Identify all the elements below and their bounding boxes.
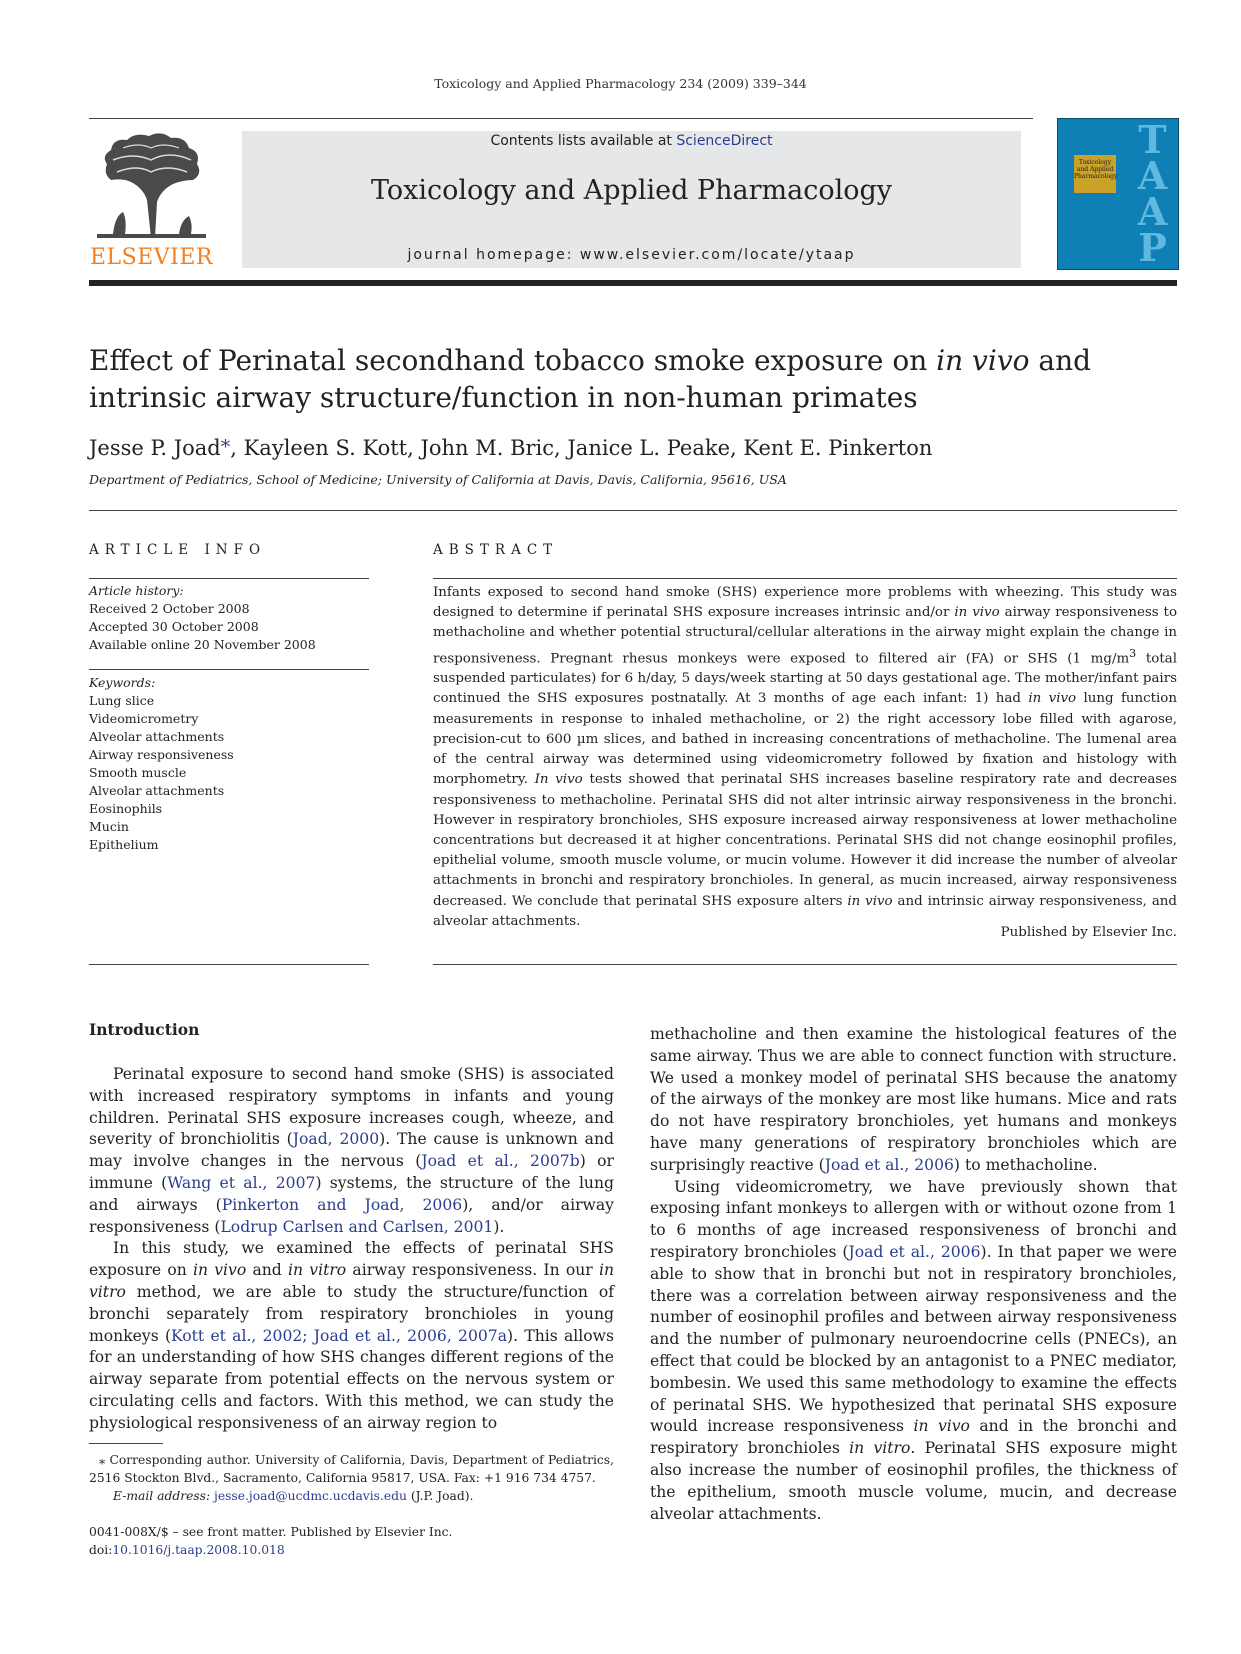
journal-cover-thumbnail[interactable] <box>1057 118 1179 270</box>
keyword: Lung slice <box>89 693 155 708</box>
body-italic: in vivo <box>193 1261 247 1280</box>
title-italic: in vivo <box>936 344 1030 377</box>
keyword: Smooth muscle <box>89 765 187 780</box>
abstract-text: total suspended particulates) for 6 h/day, 5 days/week starting at 50 days gestational age. The mother/infant pairs continued the SHS exposures postnatally. At 3 months of age each infant: 1) had <box>433 651 1177 707</box>
body-italic: in vitro <box>849 1439 911 1458</box>
keywords-label: Keywords: <box>89 675 156 690</box>
title-part: Effect of Perinatal secondhand tobacco smoke exposure on <box>89 344 937 377</box>
footnote-text: Corresponding author. University of California, Davis, Department of Pediatrics, 2516 Stockton Blvd., Sacramento, California 95817, USA. Fax: +1 916 734 4757. <box>89 1453 614 1485</box>
article-history <box>89 582 369 654</box>
published-by: Published by Elsevier Inc. <box>1000 925 1177 940</box>
email-suffix: (J.P. Joad). <box>406 1489 474 1503</box>
cover-letter: A <box>1137 189 1168 234</box>
doi-line <box>89 1541 614 1559</box>
footnote-email-line <box>89 1487 614 1505</box>
abstract-heading: ABSTRACT <box>433 542 559 558</box>
section-rule <box>89 669 369 670</box>
history-item: Received 2 October 2008 <box>89 601 250 616</box>
abstract-text: and intrinsic airway responsiveness, and alveolar attachments. <box>433 893 1178 929</box>
cover-letter: P <box>1138 225 1167 270</box>
corresponding-author-footnote <box>89 1451 614 1505</box>
section-rule <box>89 964 369 965</box>
journal-name[interactable]: Toxicology and Applied Pharmacology <box>370 175 892 206</box>
keywords <box>89 674 369 854</box>
article-title <box>89 342 1177 416</box>
keyword: Videomicrometry <box>89 711 199 726</box>
citation-link[interactable]: Lodrup Carlsen and Carlsen, 2001 <box>220 1217 494 1236</box>
elsevier-wordmark: ELSEVIER <box>89 245 213 270</box>
body-text: ), and/or airway responsiveness ( <box>89 1195 614 1236</box>
body-text: airway responsiveness. In our <box>346 1261 599 1280</box>
body-text: ) or immune ( <box>89 1152 614 1192</box>
front-matter <box>89 1523 614 1559</box>
body-text: ) systems, the structure of the lung and airways ( <box>89 1173 614 1214</box>
body-text: . Perinatal SHS exposure might also increase the number of eosinophil profiles, the thickness of the epithelium, smooth muscle volume, mucin, and decrease alveolar attachments. <box>650 1439 1177 1523</box>
abstract-text: lung function measurements in response to inhaled methacholine, or 2) the right accessory lobe filled with agarose, precision-cut to 600 µm slices, and bathed in increasing concentrations of methacholine. The lumenal area of the central airway was determined using videomicrometry followed by fixation and histology with morphometry. <box>433 691 1177 788</box>
body-text: Perinatal exposure to second hand smoke (SHS) is associated with increased respiratory symptoms in infants and young children. Perinatal SHS exposure increases cough, wheeze, and severity of bronchiolitis ( <box>89 1065 614 1149</box>
elsevier-logo[interactable] <box>89 130 214 270</box>
section-rule <box>433 578 1177 579</box>
citation-link[interactable]: Joad et al., 2006 <box>824 1155 954 1174</box>
author-names: , Kayleen S. Kott, John M. Bric, Janice L. Peake, Kent E. Pinkerton <box>230 436 933 460</box>
citation-link[interactable]: Wang et al., 2007 <box>167 1173 316 1192</box>
article-info-heading: ARTICLE INFO <box>89 542 267 558</box>
body-italic: in vivo <box>913 1417 970 1436</box>
header-rule <box>89 118 1033 119</box>
title-part: and intrinsic airway structure/function in non-human primates <box>89 344 1092 414</box>
body-italic: in vitro <box>288 1261 347 1280</box>
body-text: and in the bronchi and respiratory bronchioles <box>650 1417 1177 1458</box>
abstract-italic: in vivo <box>954 605 1000 621</box>
keyword: Mucin <box>89 819 129 834</box>
contents-line <box>242 133 1021 149</box>
section-rule <box>433 964 1177 965</box>
email-label: E-mail address: <box>113 1489 215 1503</box>
body-text: Using videomicrometry, we have previously shown that exposing infant monkeys to allergen with or without ozone from 1 to 6 months of age increased responsiveness of bronchi and respiratory bronchioles ( <box>650 1177 1177 1261</box>
introduction-heading: Introduction <box>89 1020 200 1039</box>
running-head: Toxicology and Applied Pharmacology 234 (2009) 339–344 <box>434 76 807 91</box>
history-item: Accepted 30 October 2008 <box>89 619 259 634</box>
contents-prefix: Contents lists available at <box>490 133 677 149</box>
history-label: Article history: <box>89 583 184 598</box>
citation-link[interactable]: Pinkerton and Joad, 2006 <box>221 1195 463 1214</box>
body-paragraph <box>650 1024 1177 1177</box>
elsevier-tree-icon <box>93 130 210 240</box>
footnote-rule <box>89 1443 163 1444</box>
body-text: ). In that paper we were able to show that in bronchi but not in respiratory bronchioles, there was a correlation between airway responsiveness and the number of eosinophil profiles and between airway responsiveness and the number of pulmonary neuroendocrine cells (PNECs), an effect that could be blocked by an antagonist to a PNEC mediator, bombesin. We used this same methodology to examine the effects of perinatal SHS. We hypothesized that perinatal SHS exposure would increase responsiveness <box>650 1242 1177 1436</box>
corresponding-author-mark[interactable]: ⁎ <box>220 430 231 452</box>
author-name: Jesse P. Joad <box>89 436 221 460</box>
body-paragraph <box>89 1238 614 1434</box>
citation-link[interactable]: Joad et al., 2006 <box>848 1242 981 1261</box>
header-thick-rule <box>89 280 1177 286</box>
journal-homepage[interactable]: journal homepage: www.elsevier.com/locate/ytaap <box>407 247 856 263</box>
body-text: method, we are able to study the structure/function of bronchi separately from respiratory bronchioles in young monkeys ( <box>89 1282 614 1345</box>
citation-link[interactable]: Joad, 2000 <box>292 1130 380 1149</box>
footnote-mark: ⁎ <box>99 1453 106 1467</box>
cover-letter: T <box>1138 118 1167 162</box>
body-column-right <box>650 1024 1177 1525</box>
doi-link[interactable]: 10.1016/j.taap.2008.10.018 <box>112 1543 285 1557</box>
body-text: ). This allows for an understanding of how SHS changes different regions of the airway separate from potential effects on the nervous system or circulating cells and factors. With this method, we can study the physiological responsiveness of an airway region to <box>89 1326 615 1432</box>
body-italic: in vitro <box>89 1261 614 1301</box>
author-list <box>89 430 1177 460</box>
body-text: ) to methacholine. <box>953 1155 1098 1174</box>
sciencedirect-link[interactable]: ScienceDirect <box>676 133 773 149</box>
abstract-text: tests showed that perinatal SHS increases baseline respiratory rate and decreases responsiveness to methacholine. Perinatal SHS did not alter intrinsic airway responsiveness in the bronchi. However in respiratory bronchioles, SHS exposure increased airway responsiveness at lower methacholine concentrations but decreased it at higher concentrations. Perinatal SHS did not change eosinophil profiles, epithelial volume, smooth muscle volume, or mucin volume. However it did increase the number of alveolar attachments in bronchi and respiratory bronchioles. In general, as mucin increased, airway responsiveness decreased. We conclude that perinatal SHS exposure alters <box>433 772 1177 909</box>
keyword: Eosinophils <box>89 801 163 816</box>
keyword: Epithelium <box>89 837 159 852</box>
cover-title-box: Toxicology and Applied Pharmacology <box>1074 155 1116 193</box>
keyword: Alveolar attachments <box>89 783 225 798</box>
section-rule <box>89 578 369 579</box>
body-text: ). <box>493 1217 505 1236</box>
citation-link[interactable]: Kott et al., 2002; Joad et al., 2006, 2007a <box>171 1326 508 1345</box>
body-paragraph <box>89 1064 614 1238</box>
abstract-text: airway responsiveness to methacholine and whether potential structural/cellular alterations in the airway might explain the change in responsiveness. Pregnant rhesus monkeys were exposed to filtered air (FA) or SHS (1 mg/m <box>433 605 1178 667</box>
section-rule <box>89 510 1177 511</box>
body-text: ). The cause is unknown and may involve changes in the nervous ( <box>89 1130 614 1171</box>
author-email-link[interactable]: jesse.joad@ucdmc.ucdavis.edu <box>214 1489 407 1503</box>
body-text: In this study, we examined the effects of perinatal SHS exposure on <box>89 1239 614 1280</box>
abstract-italic: in vivo <box>1028 691 1077 707</box>
keyword: Alveolar attachments <box>89 729 225 744</box>
citation-link[interactable]: Joad et al., 2007b <box>421 1152 580 1171</box>
body-text: and <box>246 1261 289 1280</box>
abstract-body <box>433 583 1177 932</box>
body-paragraph <box>650 1177 1177 1526</box>
journal-banner <box>242 131 1021 268</box>
body-text: methacholine and then examine the histological features of the same airway. Thus we are able to connect function with structure. We used a monkey model of perinatal SHS because the anatomy of the airways of the monkey are most like humans. Mice and rats do not have respiratory bronchioles, yet humans and monkeys have many generations of respiratory bronchioles which are surprisingly reactive ( <box>650 1025 1177 1174</box>
body-column-left <box>89 1064 614 1435</box>
copyright-line: 0041-008X/$ – see front matter. Published by Elsevier Inc. <box>89 1525 453 1539</box>
history-item: Available online 20 November 2008 <box>89 637 316 652</box>
doi-prefix: doi: <box>89 1543 113 1557</box>
abstract-italic: In vivo <box>534 772 583 788</box>
keyword: Airway responsiveness <box>89 747 234 762</box>
cover-letter: A <box>1137 153 1168 198</box>
affiliation: Department of Pediatrics, School of Medicine; University of California at Davis, Davis, California, 95616, USA <box>89 472 787 487</box>
abstract-italic: in vivo <box>847 893 893 909</box>
abstract-text: Infants exposed to second hand smoke (SHS) experience more problems with wheezing. This study was designed to determine if perinatal SHS exposure increases intrinsic and/or <box>433 585 1177 621</box>
abstract-superscript: 3 <box>1129 646 1137 660</box>
